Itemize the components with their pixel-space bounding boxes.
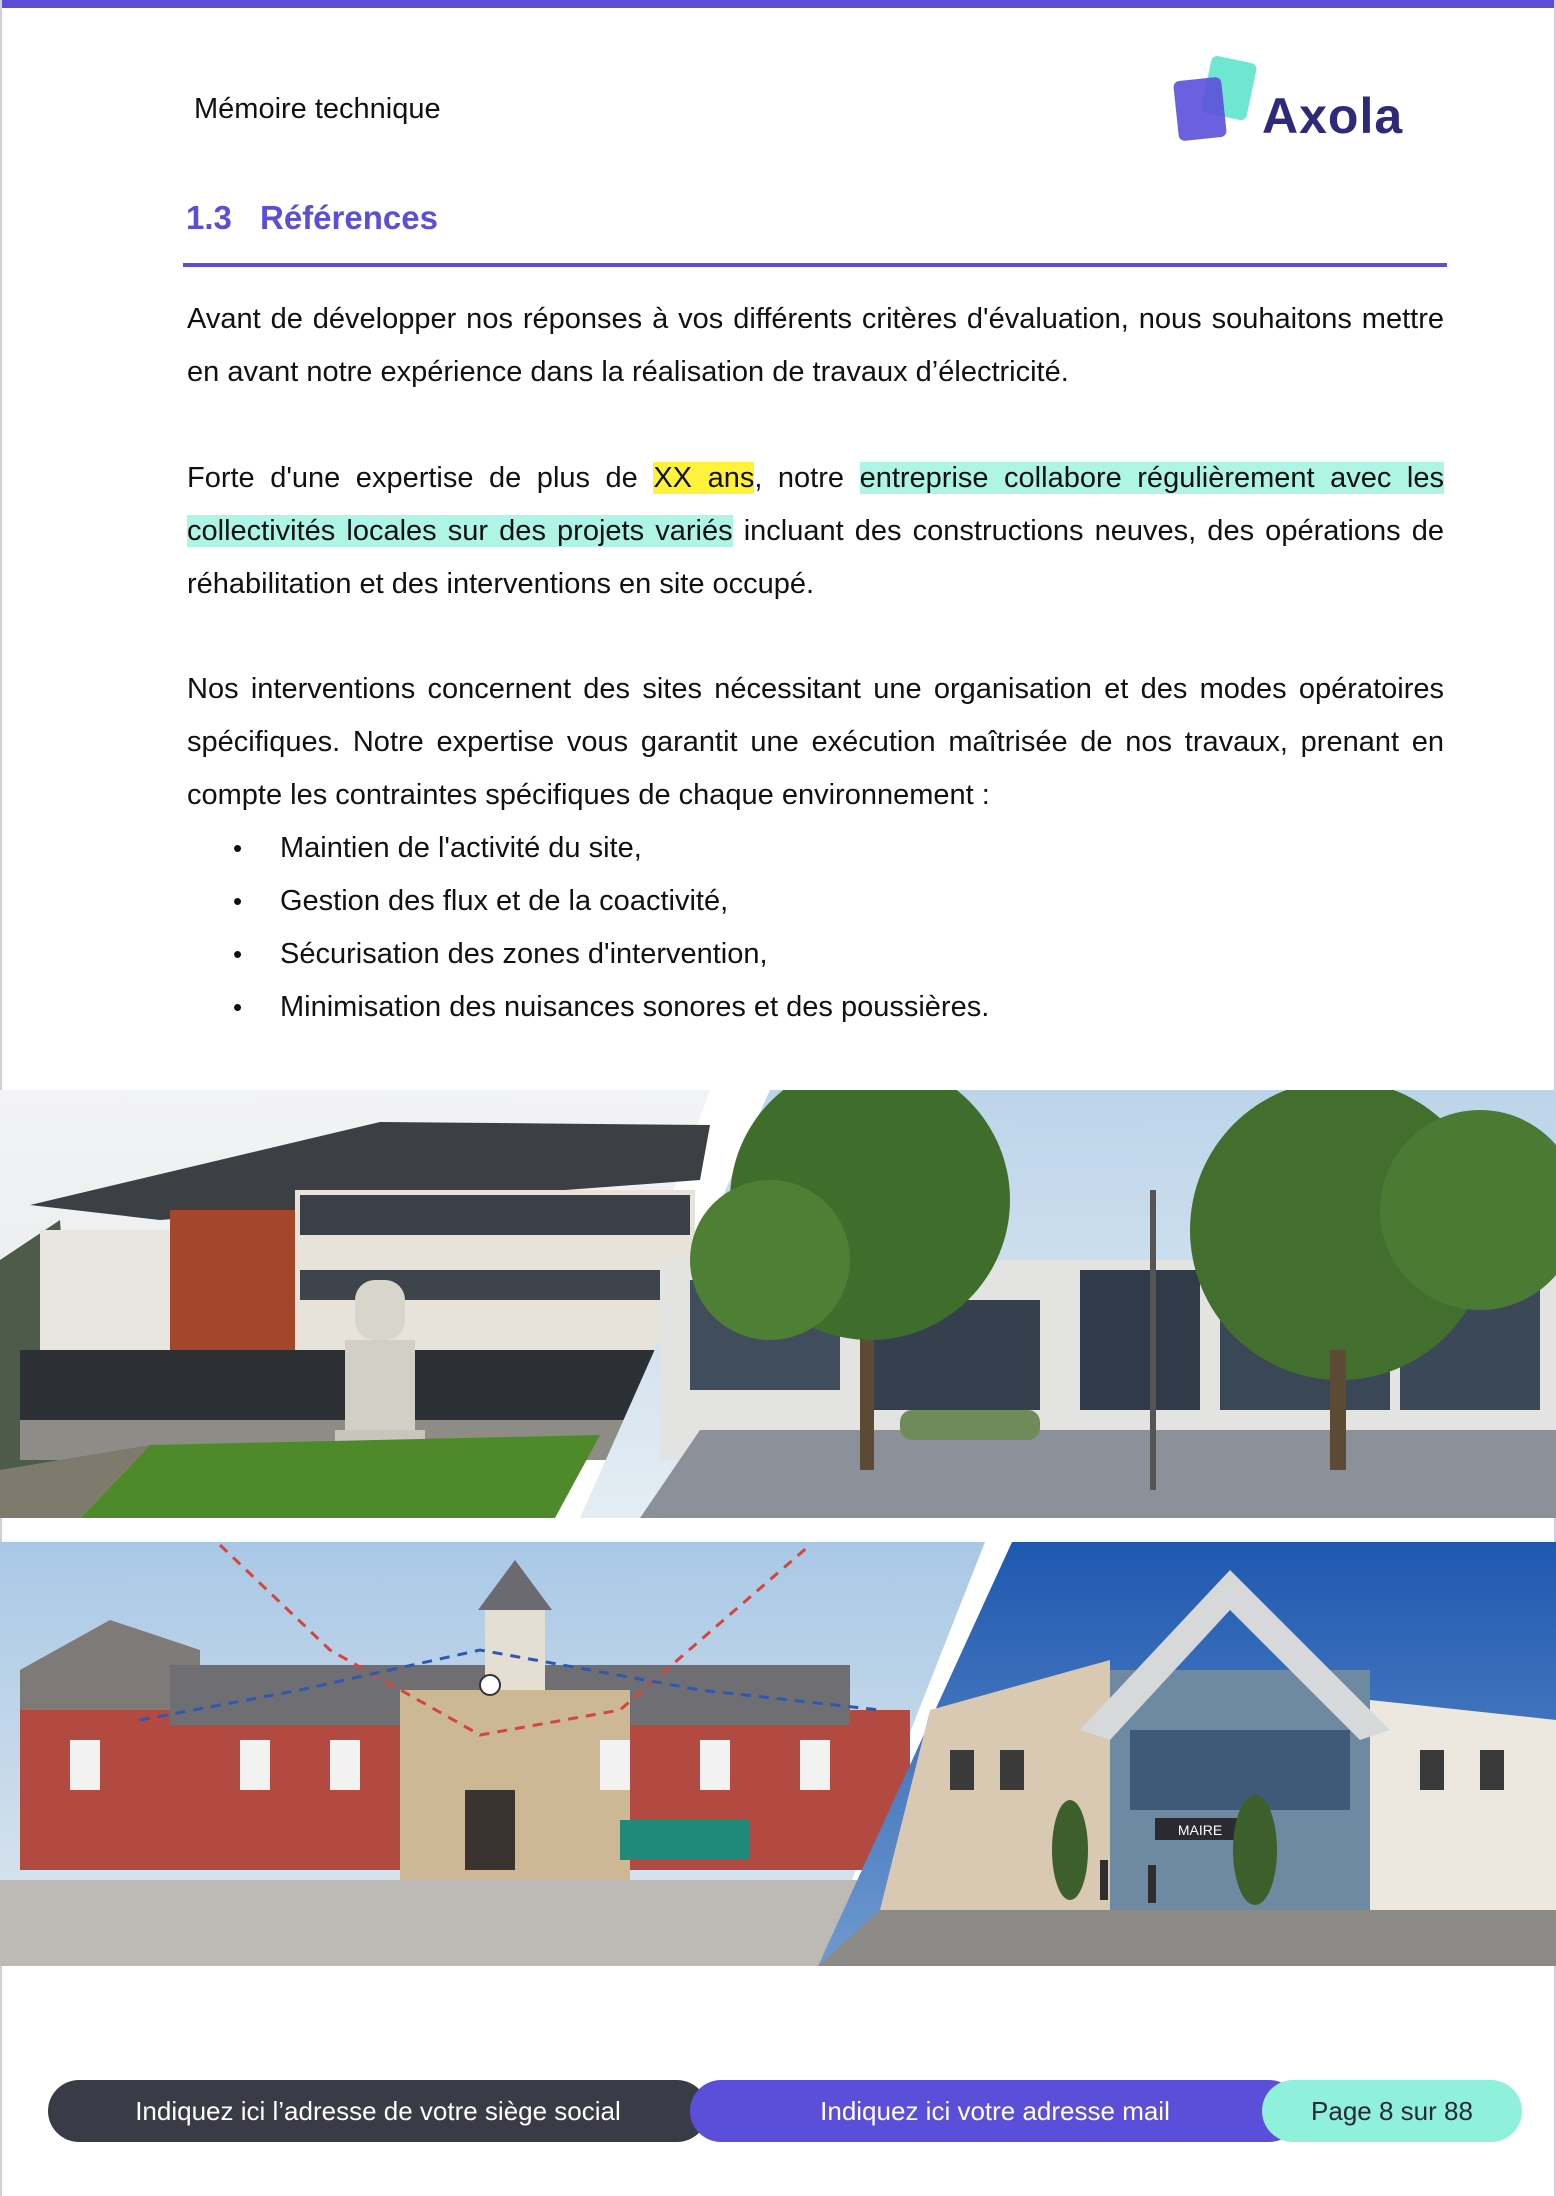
reference-photos-collage (0, 1090, 1556, 1970)
photo-modern-building (0, 1090, 710, 1518)
list-item: • Gestion des flux et de la coactivité, (187, 875, 989, 928)
document-label: Mémoire technique (194, 93, 441, 125)
collaboration-highlight: entreprise collabore régulièrement avec les collectivités locales sur des projets variés (187, 462, 1444, 547)
logo-mark-icon (1170, 55, 1270, 155)
list-item: • Sécurisation des zones d'intervention, (187, 928, 989, 981)
footer-address: Indiquez ici l’adresse de votre siège social (48, 2080, 708, 2142)
logo-wordmark: Axola (1262, 88, 1404, 144)
list-item: • Maintien de l'activité du site, (187, 822, 989, 875)
section-heading (186, 199, 438, 237)
top-accent-bar (0, 0, 1556, 8)
photo-historic-town-hall (0, 1542, 985, 1966)
interventions-paragraph: Nos interventions concernent des sites nécessitant une organisation et des modes opératoires spécifiques. Notre expertise vous garantit une exécution maîtrisée de nos travaux, prenant en compte les contraintes spécifiques de chaque environnement : (187, 673, 1444, 811)
intro-paragraph: Avant de développer nos réponses à vos différents critères d'évaluation, nous souhaitons mettre en avant notre expérience dans la réalisation de travaux d’électricité. (187, 303, 1444, 388)
mairie-sign: MAIRE (1177, 1822, 1223, 1838)
constraints-list (187, 822, 989, 1034)
company-logo (1170, 55, 1430, 155)
years-placeholder[interactable]: XX ans (653, 462, 755, 494)
expertise-text-start: Forte d'une expertise de plus de (187, 462, 654, 494)
footer-email: Indiquez ici votre adresse mail (690, 2080, 1300, 2142)
expertise-paragraph (187, 452, 1444, 611)
expertise-text-end: incluant des constructions neuves, des opérations de réhabilitation et des interventions en site occupé. (187, 515, 1444, 600)
photo-school-courtyard (580, 1090, 1556, 1518)
expertise-text-mid: , notre (754, 462, 860, 494)
section-title: Références (260, 199, 438, 236)
list-item: • Minimisation des nuisances sonores et des poussières. (187, 981, 989, 1034)
footer-page-number: Page 8 sur 88 (1262, 2080, 1522, 2142)
section-number: 1.3 (186, 199, 232, 236)
section-rule (183, 263, 1447, 267)
